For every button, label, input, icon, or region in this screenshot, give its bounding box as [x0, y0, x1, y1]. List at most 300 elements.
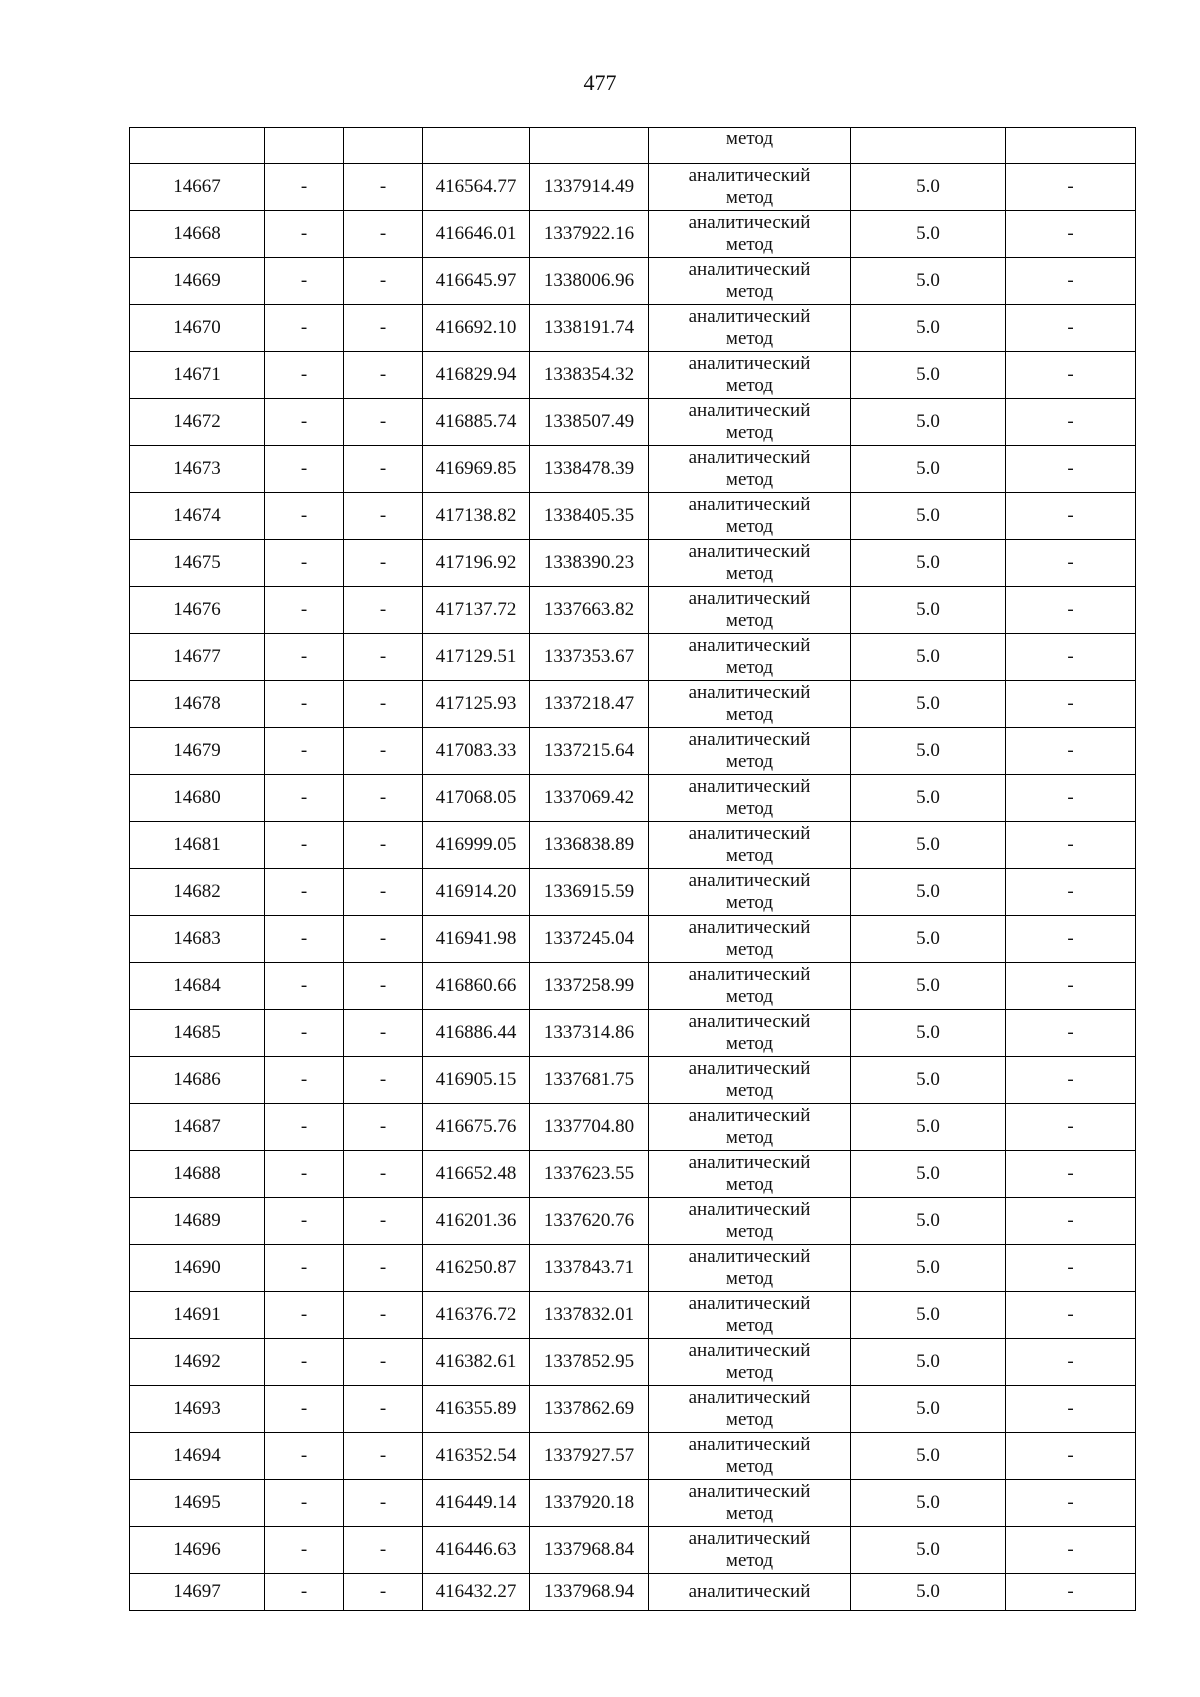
cell-coordinate-y: 1337843.71 [530, 1245, 649, 1292]
cell-dash: - [344, 1433, 423, 1480]
cell-coordinate-y: 1338354.32 [530, 352, 649, 399]
cell-dash: - [265, 211, 344, 258]
method-line-2: метод [725, 1315, 774, 1336]
method-line-1: аналитический [688, 494, 811, 515]
table-row [130, 1198, 1136, 1245]
cell-accuracy: 5.0 [851, 399, 1006, 446]
method-line-1: аналитический [688, 447, 811, 468]
cell-method [649, 1198, 851, 1245]
table-row [130, 493, 1136, 540]
cell-coordinate-x: 417137.72 [423, 587, 530, 634]
cell-method [649, 1386, 851, 1433]
method-line-2: метод [725, 516, 774, 537]
cell-dash: - [344, 822, 423, 869]
table-row-continuation [130, 128, 1136, 164]
cell-accuracy: 5.0 [851, 352, 1006, 399]
method-line-1: аналитический [688, 212, 811, 233]
method-line-1: аналитический [688, 259, 811, 280]
cell-dash: - [1006, 1433, 1136, 1480]
cell-method [649, 1057, 851, 1104]
cell-dash: - [1006, 869, 1136, 916]
cell-dash: - [265, 1057, 344, 1104]
method-line-2: метод [725, 892, 774, 913]
cell-accuracy: 5.0 [851, 446, 1006, 493]
cell-dash: - [1006, 352, 1136, 399]
cell-dash: - [344, 1198, 423, 1245]
cell-dash: - [1006, 446, 1136, 493]
cell-dash: - [1006, 681, 1136, 728]
table-row [130, 446, 1136, 493]
cell-accuracy: 5.0 [851, 1527, 1006, 1574]
cell-empty [530, 128, 649, 164]
cell-dash: - [344, 775, 423, 822]
cell-coordinate-y: 1337968.84 [530, 1527, 649, 1574]
table-row [130, 305, 1136, 352]
cell-accuracy: 5.0 [851, 1386, 1006, 1433]
method-line-2: метод [725, 1033, 774, 1054]
cell-dash: - [1006, 258, 1136, 305]
cell-dash: - [1006, 164, 1136, 211]
cell-point-number: 14695 [130, 1480, 265, 1527]
method-line-1: аналитический [688, 1199, 811, 1220]
cell-dash: - [265, 681, 344, 728]
cell-coordinate-y: 1337245.04 [530, 916, 649, 963]
cell-coordinate-y: 1338390.23 [530, 540, 649, 587]
cell-coordinate-y: 1337681.75 [530, 1057, 649, 1104]
cell-dash: - [344, 399, 423, 446]
cell-method [649, 1480, 851, 1527]
cell-coordinate-y: 1337620.76 [530, 1198, 649, 1245]
cell-point-number: 14682 [130, 869, 265, 916]
cell-coordinate-x: 416250.87 [423, 1245, 530, 1292]
method-line-2: метод [725, 1456, 774, 1477]
method-line-1: аналитический [688, 165, 811, 186]
cell-empty [265, 128, 344, 164]
table-row [130, 1527, 1136, 1574]
cell-point-number: 14692 [130, 1339, 265, 1386]
cell-coordinate-x: 417125.93 [423, 681, 530, 728]
cell-coordinate-x: 416829.94 [423, 352, 530, 399]
cell-dash: - [344, 728, 423, 775]
cell-accuracy: 5.0 [851, 305, 1006, 352]
cell-dash: - [344, 540, 423, 587]
cell-method [649, 540, 851, 587]
cell-coordinate-y: 1337920.18 [530, 1480, 649, 1527]
method-line-2: метод [725, 1550, 774, 1571]
cell-dash: - [265, 1245, 344, 1292]
cell-point-number: 14693 [130, 1386, 265, 1433]
cell-point-number: 14687 [130, 1104, 265, 1151]
table-body [130, 128, 1136, 1611]
cell-coordinate-x: 416376.72 [423, 1292, 530, 1339]
cell-accuracy: 5.0 [851, 728, 1006, 775]
table-row [130, 352, 1136, 399]
cell-coordinate-x: 416201.36 [423, 1198, 530, 1245]
cell-point-number: 14675 [130, 540, 265, 587]
table-row [130, 869, 1136, 916]
cell-accuracy: 5.0 [851, 258, 1006, 305]
cell-dash: - [1006, 493, 1136, 540]
cell-dash: - [1006, 634, 1136, 681]
method-line-2: метод [725, 281, 774, 302]
cell-method [649, 305, 851, 352]
cell-empty [423, 128, 530, 164]
method-line-2: метод [725, 798, 774, 819]
cell-coordinate-y: 1337353.67 [530, 634, 649, 681]
method-line-2: метод [725, 1409, 774, 1430]
method-line-1: аналитический [688, 1246, 811, 1267]
cell-dash: - [344, 305, 423, 352]
cell-coordinate-x: 416432.27 [423, 1574, 530, 1611]
cell-dash: - [265, 1339, 344, 1386]
cell-dash: - [1006, 540, 1136, 587]
cell-coordinate-y: 1337215.64 [530, 728, 649, 775]
cell-method [649, 1104, 851, 1151]
method-line-1: аналитический [688, 541, 811, 562]
cell-accuracy: 5.0 [851, 775, 1006, 822]
cell-coordinate-y: 1337914.49 [530, 164, 649, 211]
cell-point-number: 14696 [130, 1527, 265, 1574]
cell-coordinate-y: 1338405.35 [530, 493, 649, 540]
cell-dash: - [344, 916, 423, 963]
table-row [130, 822, 1136, 869]
cell-dash: - [344, 493, 423, 540]
cell-point-number: 14680 [130, 775, 265, 822]
cell-empty [1006, 128, 1136, 164]
method-line-1: аналитический [688, 1581, 811, 1602]
method-line-2: метод [725, 1080, 774, 1101]
cell-coordinate-x: 416914.20 [423, 869, 530, 916]
cell-method [649, 869, 851, 916]
cell-dash: - [344, 446, 423, 493]
method-line-1: аналитический [688, 1528, 811, 1549]
table-row [130, 1386, 1136, 1433]
cell-empty [344, 128, 423, 164]
cell-accuracy: 5.0 [851, 822, 1006, 869]
method-line-2: метод [725, 328, 774, 349]
cell-coordinate-x: 417138.82 [423, 493, 530, 540]
cell-accuracy: 5.0 [851, 1480, 1006, 1527]
cell-method [649, 1151, 851, 1198]
cell-method [649, 446, 851, 493]
cell-coordinate-y: 1337663.82 [530, 587, 649, 634]
method-line-1: аналитический [688, 823, 811, 844]
table-row [130, 1292, 1136, 1339]
cell-accuracy: 5.0 [851, 1292, 1006, 1339]
cell-accuracy: 5.0 [851, 1010, 1006, 1057]
cell-method [649, 634, 851, 681]
cell-point-number: 14673 [130, 446, 265, 493]
cell-dash: - [1006, 1198, 1136, 1245]
method-line-1: аналитический [688, 917, 811, 938]
cell-accuracy: 5.0 [851, 634, 1006, 681]
cell-dash: - [344, 1480, 423, 1527]
cell-point-number: 14667 [130, 164, 265, 211]
cell-dash: - [344, 258, 423, 305]
cell-dash: - [344, 1292, 423, 1339]
cell-point-number: 14694 [130, 1433, 265, 1480]
method-line-2: метод [725, 657, 774, 678]
cell-dash: - [265, 1480, 344, 1527]
method-line-2: метод [725, 610, 774, 631]
method-line-1: аналитический [688, 1387, 811, 1408]
method-line-1: аналитический [688, 1293, 811, 1314]
cell-point-number: 14672 [130, 399, 265, 446]
cell-accuracy: 5.0 [851, 211, 1006, 258]
cell-method [649, 1574, 851, 1611]
cell-empty [130, 128, 265, 164]
cell-point-number: 14676 [130, 587, 265, 634]
cell-point-number: 14684 [130, 963, 265, 1010]
cell-dash: - [1006, 1010, 1136, 1057]
cell-accuracy: 5.0 [851, 963, 1006, 1010]
cell-coordinate-y: 1337258.99 [530, 963, 649, 1010]
cell-method [649, 1527, 851, 1574]
cell-point-number: 14679 [130, 728, 265, 775]
cell-method [649, 728, 851, 775]
method-line-1: аналитический [688, 1011, 811, 1032]
cell-coordinate-x: 416355.89 [423, 1386, 530, 1433]
cell-method [649, 164, 851, 211]
method-line-2: метод [725, 1127, 774, 1148]
method-line-2: метод [725, 751, 774, 772]
table-row [130, 1339, 1136, 1386]
cell-dash: - [265, 1574, 344, 1611]
cell-point-number: 14688 [130, 1151, 265, 1198]
table-row [130, 963, 1136, 1010]
cell-coordinate-x: 416645.97 [423, 258, 530, 305]
method-line-1: аналитический [688, 400, 811, 421]
cell-dash: - [1006, 399, 1136, 446]
cell-dash: - [344, 211, 423, 258]
method-line-1: аналитический [688, 635, 811, 656]
cell-accuracy: 5.0 [851, 1198, 1006, 1245]
cell-coordinate-y: 1337968.94 [530, 1574, 649, 1611]
cell-dash: - [1006, 1292, 1136, 1339]
cell-dash: - [1006, 916, 1136, 963]
cell-point-number: 14678 [130, 681, 265, 728]
page-number: 477 [583, 70, 617, 95]
cell-dash: - [344, 869, 423, 916]
cell-accuracy: 5.0 [851, 1245, 1006, 1292]
cell-method [649, 963, 851, 1010]
cell-coordinate-x: 416564.77 [423, 164, 530, 211]
cell-point-number: 14681 [130, 822, 265, 869]
cell-method [649, 258, 851, 305]
table-row [130, 258, 1136, 305]
table-row [130, 1480, 1136, 1527]
cell-point-number: 14669 [130, 258, 265, 305]
cell-dash: - [1006, 1480, 1136, 1527]
cell-coordinate-x: 416446.63 [423, 1527, 530, 1574]
method-line-1: аналитический [688, 870, 811, 891]
cell-point-number: 14685 [130, 1010, 265, 1057]
cell-dash: - [1006, 211, 1136, 258]
cell-method [649, 399, 851, 446]
cell-dash: - [265, 1527, 344, 1574]
cell-accuracy: 5.0 [851, 1574, 1006, 1611]
cell-point-number: 14691 [130, 1292, 265, 1339]
cell-dash: - [344, 1339, 423, 1386]
cell-accuracy: 5.0 [851, 540, 1006, 587]
cell-coordinate-x: 416692.10 [423, 305, 530, 352]
table-row [130, 399, 1136, 446]
method-line-2: метод [725, 1503, 774, 1524]
method-line-1: аналитический [688, 729, 811, 750]
cell-dash: - [344, 1057, 423, 1104]
cell-method [649, 822, 851, 869]
table-row [130, 587, 1136, 634]
cell-coordinate-y: 1337862.69 [530, 1386, 649, 1433]
cell-coordinate-y: 1338478.39 [530, 446, 649, 493]
cell-dash: - [344, 1010, 423, 1057]
cell-method [649, 681, 851, 728]
cell-dash: - [1006, 1574, 1136, 1611]
cell-coordinate-x: 417068.05 [423, 775, 530, 822]
cell-method [649, 1433, 851, 1480]
method-line-1: аналитический [688, 353, 811, 374]
method-line-2: метод [725, 939, 774, 960]
cell-dash: - [344, 1386, 423, 1433]
cell-dash: - [265, 493, 344, 540]
cell-method [649, 211, 851, 258]
table-row [130, 775, 1136, 822]
cell-coordinate-y: 1337623.55 [530, 1151, 649, 1198]
cell-coordinate-y: 1337927.57 [530, 1433, 649, 1480]
cell-dash: - [1006, 587, 1136, 634]
table-row [130, 1574, 1136, 1611]
cell-accuracy: 5.0 [851, 164, 1006, 211]
cell-method [649, 352, 851, 399]
table-row [130, 728, 1136, 775]
cell-dash: - [265, 963, 344, 1010]
cell-dash: - [344, 1245, 423, 1292]
cell-accuracy: 5.0 [851, 1339, 1006, 1386]
cell-point-number: 14697 [130, 1574, 265, 1611]
cell-dash: - [1006, 822, 1136, 869]
cell-point-number: 14668 [130, 211, 265, 258]
method-line-2: метод [725, 845, 774, 866]
method-line-1: аналитический [688, 306, 811, 327]
method-line-1: аналитический [688, 1152, 811, 1173]
cell-dash: - [1006, 728, 1136, 775]
cell-dash: - [265, 728, 344, 775]
cell-coordinate-x: 416999.05 [423, 822, 530, 869]
table-row [130, 540, 1136, 587]
cell-method [649, 775, 851, 822]
table-row [130, 1245, 1136, 1292]
cell-dash: - [1006, 1527, 1136, 1574]
cell-dash: - [265, 587, 344, 634]
method-line-2: метод [725, 422, 774, 443]
method-line-1: аналитический [688, 1105, 811, 1126]
cell-dash: - [344, 1527, 423, 1574]
cell-coordinate-x: 416652.48 [423, 1151, 530, 1198]
cell-coordinate-y: 1338507.49 [530, 399, 649, 446]
cell-dash: - [265, 540, 344, 587]
cell-accuracy: 5.0 [851, 493, 1006, 540]
cell-dash: - [265, 305, 344, 352]
table-row [130, 1433, 1136, 1480]
cell-coordinate-x: 417129.51 [423, 634, 530, 681]
table-row [130, 1104, 1136, 1151]
cell-coordinate-y: 1337218.47 [530, 681, 649, 728]
cell-coordinate-y: 1337704.80 [530, 1104, 649, 1151]
method-line-1: аналитический [688, 964, 811, 985]
cell-empty [851, 128, 1006, 164]
cell-dash: - [265, 1010, 344, 1057]
cell-dash: - [344, 1151, 423, 1198]
method-line-1: аналитический [688, 682, 811, 703]
cell-dash: - [265, 258, 344, 305]
cell-coordinate-x: 417083.33 [423, 728, 530, 775]
cell-coordinate-y: 1337852.95 [530, 1339, 649, 1386]
cell-dash: - [1006, 1386, 1136, 1433]
cell-coordinate-x: 416352.54 [423, 1433, 530, 1480]
cell-dash: - [1006, 305, 1136, 352]
cell-method [649, 1010, 851, 1057]
cell-coordinate-y: 1337832.01 [530, 1292, 649, 1339]
cell-dash: - [265, 634, 344, 681]
method-line-1: аналитический [688, 1481, 811, 1502]
cell-accuracy: 5.0 [851, 587, 1006, 634]
cell-coordinate-y: 1338006.96 [530, 258, 649, 305]
method-line-2: метод [725, 375, 774, 396]
table-row [130, 681, 1136, 728]
method-line-2: метод [725, 1174, 774, 1195]
cell-method [649, 587, 851, 634]
cell-point-number: 14690 [130, 1245, 265, 1292]
cell-coordinate-y: 1336915.59 [530, 869, 649, 916]
cell-dash: - [265, 869, 344, 916]
cell-dash: - [344, 1574, 423, 1611]
cell-coordinate-x: 416860.66 [423, 963, 530, 1010]
cell-point-number: 14674 [130, 493, 265, 540]
cell-coordinate-x: 416675.76 [423, 1104, 530, 1151]
cell-point-number: 14683 [130, 916, 265, 963]
cell-method-continuation: метод [649, 128, 851, 164]
cell-method [649, 916, 851, 963]
cell-dash: - [344, 963, 423, 1010]
cell-dash: - [265, 1433, 344, 1480]
table-row [130, 1057, 1136, 1104]
cell-accuracy: 5.0 [851, 1433, 1006, 1480]
table-row [130, 634, 1136, 681]
cell-method [649, 1339, 851, 1386]
cell-coordinate-x: 416969.85 [423, 446, 530, 493]
table-row [130, 1010, 1136, 1057]
cell-dash: - [265, 1386, 344, 1433]
cell-dash: - [344, 352, 423, 399]
cell-dash: - [265, 399, 344, 446]
cell-coordinate-x: 416941.98 [423, 916, 530, 963]
cell-coordinate-x: 416382.61 [423, 1339, 530, 1386]
method-line-2: метод [725, 187, 774, 208]
method-line-2: метод [725, 1268, 774, 1289]
cell-dash: - [1006, 1057, 1136, 1104]
cell-coordinate-x: 416646.01 [423, 211, 530, 258]
cell-dash: - [265, 775, 344, 822]
cell-dash: - [344, 1104, 423, 1151]
cell-coordinate-y: 1338191.74 [530, 305, 649, 352]
cell-accuracy: 5.0 [851, 1151, 1006, 1198]
method-line-1: аналитический [688, 1434, 811, 1455]
cell-coordinate-y: 1336838.89 [530, 822, 649, 869]
cell-dash: - [1006, 1339, 1136, 1386]
method-line-2: метод [725, 704, 774, 725]
cell-dash: - [1006, 963, 1136, 1010]
cell-dash: - [265, 1292, 344, 1339]
